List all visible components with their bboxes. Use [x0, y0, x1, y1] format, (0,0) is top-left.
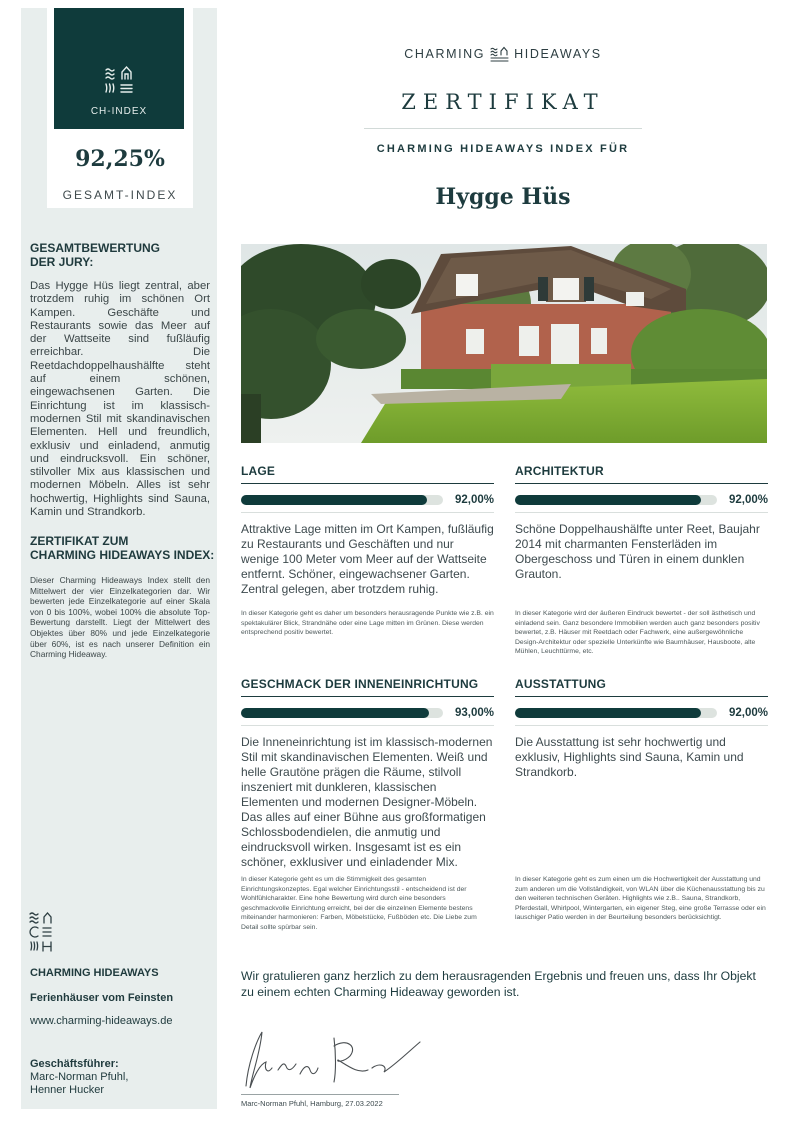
manager-name-2: Henner Hucker [30, 1084, 104, 1096]
brand-left: CHARMING [404, 47, 486, 61]
brand-header [364, 44, 642, 64]
category-description: Schöne Doppelhaushälfte unter Reet, Baujahr 2014 mit charmanten Fensterläden im Obergeschoss und Türen in einem dunklen Grauton. [515, 522, 760, 581]
managers-label: Geschäftsführer: [30, 1058, 119, 1070]
jury-heading [30, 241, 160, 269]
score-bar-fill [241, 495, 427, 505]
category-title: GESCHMACK DER INNENEINRICHTUNG [241, 677, 479, 691]
index-heading-line1: ZERTIFIKAT ZUM [30, 534, 129, 548]
category-note: In dieser Kategorie geht es um die Stimmigkeit des gesamten Einrichtungskonzeptes. Egal welcher Einrichtungsstil - entscheidend ist der Wohlfühlcharakter. Eine hohe Bewertung wird durch eine besonders geschmackvolle Einrichtung erreicht, bei der die einzelnen Elemente bestens miteinander harmonieren: Farben, Möbelstücke, Fußböden etc. Die Liebe zum Detail sollte spürbar sein. [241, 876, 477, 931]
score-bar [515, 708, 717, 718]
property-name: Hygge Hüs [435, 184, 571, 210]
signature [238, 1024, 423, 1094]
category-description: Die Ausstattung ist sehr hochwertig und exklusiv, Highlights sind Sauna, Kamin und Strandkorb. [515, 735, 744, 779]
certificate-title: ZERTIFIKAT [401, 90, 605, 114]
signature-line [241, 1094, 399, 1095]
category-divider [515, 483, 768, 484]
index-card [47, 8, 193, 208]
title-divider [364, 128, 642, 129]
category-divider-light [241, 512, 494, 513]
category-percent: 92,00% [728, 494, 768, 506]
category-note: In dieser Kategorie geht es zum einen um die Hochwertigkeit der Ausstattung und zum anderen um die Vollständigkeit, von WLAN über die Küchenausstattung bis zu den weiteren technischen Geräten. Highlights wie z.B.. Sauna, Strandkorb, Pferdestall, Whirlpool, Wintergarten, ein eigener Steg, eine große Terrasse oder ein lauschiger Patio werden in der Beurteilung besonders berücksichtigt. [515, 876, 766, 922]
index-heading-line2: CHARMING HIDEAWAYS INDEX: [30, 548, 215, 562]
total-index-value: 92,25% [75, 146, 165, 172]
score-bar [515, 495, 717, 505]
category-divider [241, 483, 494, 484]
category-divider-light [515, 725, 768, 726]
category-note: In dieser Kategorie geht es daher um besonders herausragende Punkte wie z.B. ein spektakulärer Blick, Strandnähe oder eine Lage mitten im Grünen. Diese werden entsprechend positiv bewertet. [241, 610, 494, 637]
category-percent: 93,00% [454, 707, 494, 719]
brand-right: HIDEAWAYS [514, 47, 602, 61]
sidebar [21, 8, 217, 1109]
category-divider-light [241, 725, 494, 726]
category-lage [241, 464, 494, 644]
category-note: In dieser Kategorie wird der äußeren Eindruck bewertet - der soll ästhetisch und einladend sein. Ganz besondere Immobilien werden auch ganz besonders positiv bewertet, z.B. Häuser mit Reetdach oder Fachwerk, eine außergewöhnliche Design-Architektur oder spezielle Unterkünfte wie Baumhäuser, Hausboote, alte Mühlen, Leuchttürme, etc. [515, 610, 760, 656]
jury-heading-line1: GESAMTBEWERTUNG [30, 241, 160, 255]
index-text: Dieser Charming Hideaways Index stellt den Mittelwert der vier Einzelkategorien dar. Wir bewerten jede Einzelkategorie auf einer Skala von 0 bis 100%, wobei 100% die absolute Top-Bewertung darstellt. Liegt der Mittelwert des Objektes über 80% und jede Einzelkategorie über 60%, ist es nach unserer Definition ein Charming Hideaway. [30, 575, 210, 660]
charming-hideaways-small-logo-icon [29, 911, 55, 953]
category-architektur [515, 464, 768, 664]
category-title: LAGE [241, 464, 276, 478]
brand-mark-icon [490, 46, 509, 62]
category-title: ARCHITEKTUR [515, 464, 604, 478]
category-divider [515, 696, 768, 697]
managers-names [30, 1071, 128, 1097]
category-divider-light [515, 512, 768, 513]
category-title: AUSSTATTUNG [515, 677, 607, 691]
category-description: Die Inneneinrichtung ist im klassisch-modernen Stil mit skandinavischen Elementen. Weiß und helle Grautöne prägen die Räume, stilvoll inszeniert mit dunkleren, klassischen Elementen und modernen Designer-Möbeln. Das alles auf einer Bühne aus großformatigen Schlossbodendielen, die anmutig und eindrucksvoll wirken. Insgesamt ist es ein schöner, exklusiver und einladender Mix. [241, 735, 493, 869]
ch-index-logo [54, 8, 184, 129]
charming-hideaways-logo-icon [103, 64, 137, 98]
score-bar-fill [515, 708, 701, 718]
category-ausstattung [515, 677, 768, 947]
category-divider [241, 696, 494, 697]
category-inneneinrichtung [241, 677, 494, 947]
certificate-subtitle: CHARMING HIDEAWAYS INDEX FÜR [376, 143, 630, 155]
sidebar-brand: CHARMING HIDEAWAYS [30, 967, 159, 979]
jury-heading-line2: DER JURY: [30, 255, 94, 269]
score-bar-fill [515, 495, 701, 505]
category-description: Attraktive Lage mitten im Ort Kampen, fußläufig zu Restaurants und Geschäften und nur wenige 100 Meter vom Meer auf der Wattseite entfernt. Schöner, eingewachsener Garten. Zentral gelegen, aber trotzdem ruhig. [241, 522, 494, 596]
score-bar [241, 495, 443, 505]
sidebar-tagline: Ferienhäuser vom Feinsten [30, 992, 174, 1004]
jury-text: Das Hygge Hüs liegt zentral, aber trotzdem ruhig im schönen Ort Kampen. Geschäfte und Restaurants sowie das Meer auf der Wattseite sind fußläufig erreichbar. Die Reetdachdoppelhaushälfte steht auf einem schönen, eingewachsenen Garten. Die Einrichtung ist im klassisch-modernen Stil mit skandinavischen Elementen. Hell und freundlich, exklusiv und einladend, anmutig und eindrucksvoll. Ein schöner, stilvoller Mix aus klassischen und modernen Möbeln. Alles ist sehr hochwertig, Highlights sind Sauna, Kamin und Strandkorb. [30, 280, 210, 519]
category-percent: 92,00% [728, 707, 768, 719]
manager-name-1: Marc-Norman Pfuhl, [30, 1071, 129, 1083]
signature-caption: Marc-Norman Pfuhl, Hamburg, 27.03.2022 [241, 1099, 383, 1108]
congratulations-text: Wir gratulieren ganz herzlich zu dem herausragenden Ergebnis und freuen uns, dass Ihr Objekt zu einem echten Charming Hideaway geworden ist. [241, 969, 756, 999]
logo-label: CH-INDEX [90, 106, 148, 117]
category-percent: 92,00% [454, 494, 494, 506]
score-bar [241, 708, 443, 718]
total-index-label: GESAMT-INDEX [62, 188, 178, 202]
property-photo [241, 244, 767, 443]
website-link[interactable]: www.charming-hideaways.de [30, 1015, 173, 1027]
index-heading [30, 534, 214, 562]
score-bar-fill [241, 708, 429, 718]
